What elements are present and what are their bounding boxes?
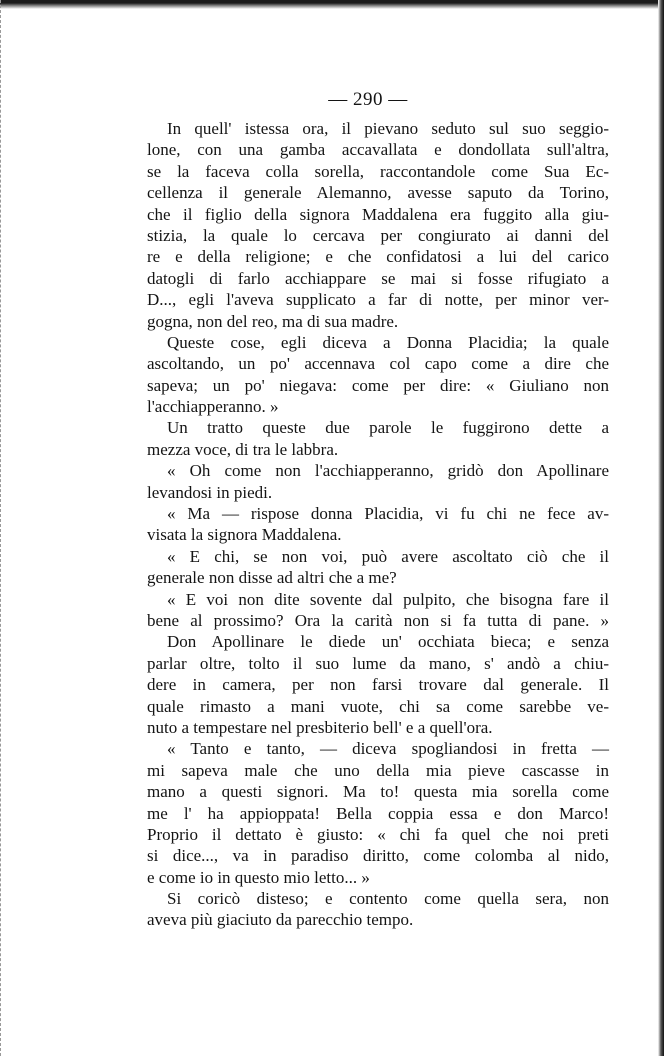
scan-left-edge	[0, 0, 4, 1056]
text-line: re e della religione; e che confidatosi a lui del carico	[147, 247, 609, 267]
text-line: quale rimasto a mani vuote, chi sa come sarebbe ve-	[147, 696, 609, 716]
text-line: se la faceva colla sorella, raccontandole come Sua Ec-	[147, 161, 609, 181]
text-line: nuto a tempestare nel presbiterio bell' e a quell'ora.	[147, 717, 493, 737]
text-line: « Tanto e tanto, — diceva spogliandosi in fretta —	[167, 739, 609, 759]
text-line: visata la signora Maddalena.	[147, 525, 342, 545]
text-line: cellenza il generale Alemanno, avesse saputo da Torino,	[147, 183, 609, 203]
text-line: Un tratto queste due parole le fuggirono dette a	[167, 418, 609, 438]
text-line: mi sapeva male che uno della mia pieve cascasse in	[147, 760, 609, 780]
text-line: datogli di farlo acchiappare se mai si fosse rifugiato a	[147, 268, 609, 288]
page-number: — 290 —	[328, 89, 408, 110]
text-line: gogna, non del reo, ma di sua madre.	[147, 311, 399, 331]
text-line: che il figlio della signora Maddalena era fuggito alla giu-	[147, 204, 609, 224]
text-line: l'acchiapperanno. »	[147, 397, 279, 417]
text-line: « Ma — rispose donna Placidia, vi fu chi ne fece av-	[167, 504, 609, 524]
text-line: D..., egli l'aveva supplicato a far di notte, per minor ver-	[147, 290, 609, 310]
text-line: dere in camera, per non farsi trovare dal generale. Il	[147, 675, 609, 695]
text-line: aveva più giaciuto da parecchio tempo.	[147, 910, 414, 930]
text-line: lone, con una gamba accavallata e dondollata sull'altra,	[147, 140, 609, 160]
scan-top-edge	[0, 0, 664, 9]
text-line: « Oh come non l'acchiapperanno, gridò don Apollinare	[167, 461, 609, 481]
text-line: sapeva; un po' niegava: come per dire: « Giuliano non	[147, 375, 609, 395]
text-line: stizia, la quale lo cercava per congiurato ai danni del	[147, 225, 609, 245]
text-line: ascoltando, un po' accennava col capo come a dire che	[147, 354, 609, 374]
text-line: Don Apollinare le diede un' occhiata bieca; e senza	[167, 632, 609, 652]
text-line: bene al prossimo? Ora la carità non si fa tutta di pane. »	[147, 610, 609, 630]
scan-right-edge	[658, 0, 664, 1056]
text-line: generale non disse ad altri che a me?	[147, 568, 397, 588]
text-line: mezza voce, di tra le labbra.	[147, 439, 339, 459]
text-line: e come io in questo mio letto... »	[147, 867, 370, 887]
page-body-text	[147, 118, 609, 931]
text-line: « E voi non dite sovente dal pulpito, che bisogna fare il	[167, 589, 609, 609]
text-line: « E chi, se non voi, può avere ascoltato ciò che il	[167, 546, 609, 566]
text-line: Proprio il dettato è giusto: « chi fa quel che noi preti	[147, 824, 609, 844]
text-line: parlar oltre, tolto il suo lume da mano, s' andò a chiu-	[147, 653, 609, 673]
text-line: In quell' istessa ora, il pievano seduto sul suo seggio-	[167, 119, 609, 138]
text-line: levandosi in piedi.	[147, 482, 273, 502]
text-line: si dice..., va in paradiso diritto, come colomba al nido,	[147, 846, 609, 866]
text-line: me l' ha appioppata! Bella coppia essa e don Marco!	[147, 803, 609, 823]
text-line: Queste cose, egli diceva a Donna Placidia; la quale	[167, 332, 609, 352]
text-line: Si coricò disteso; e contento come quella sera, non	[167, 889, 609, 909]
text-line: mano a questi signori. Ma to! questa mia sorella come	[147, 782, 609, 802]
